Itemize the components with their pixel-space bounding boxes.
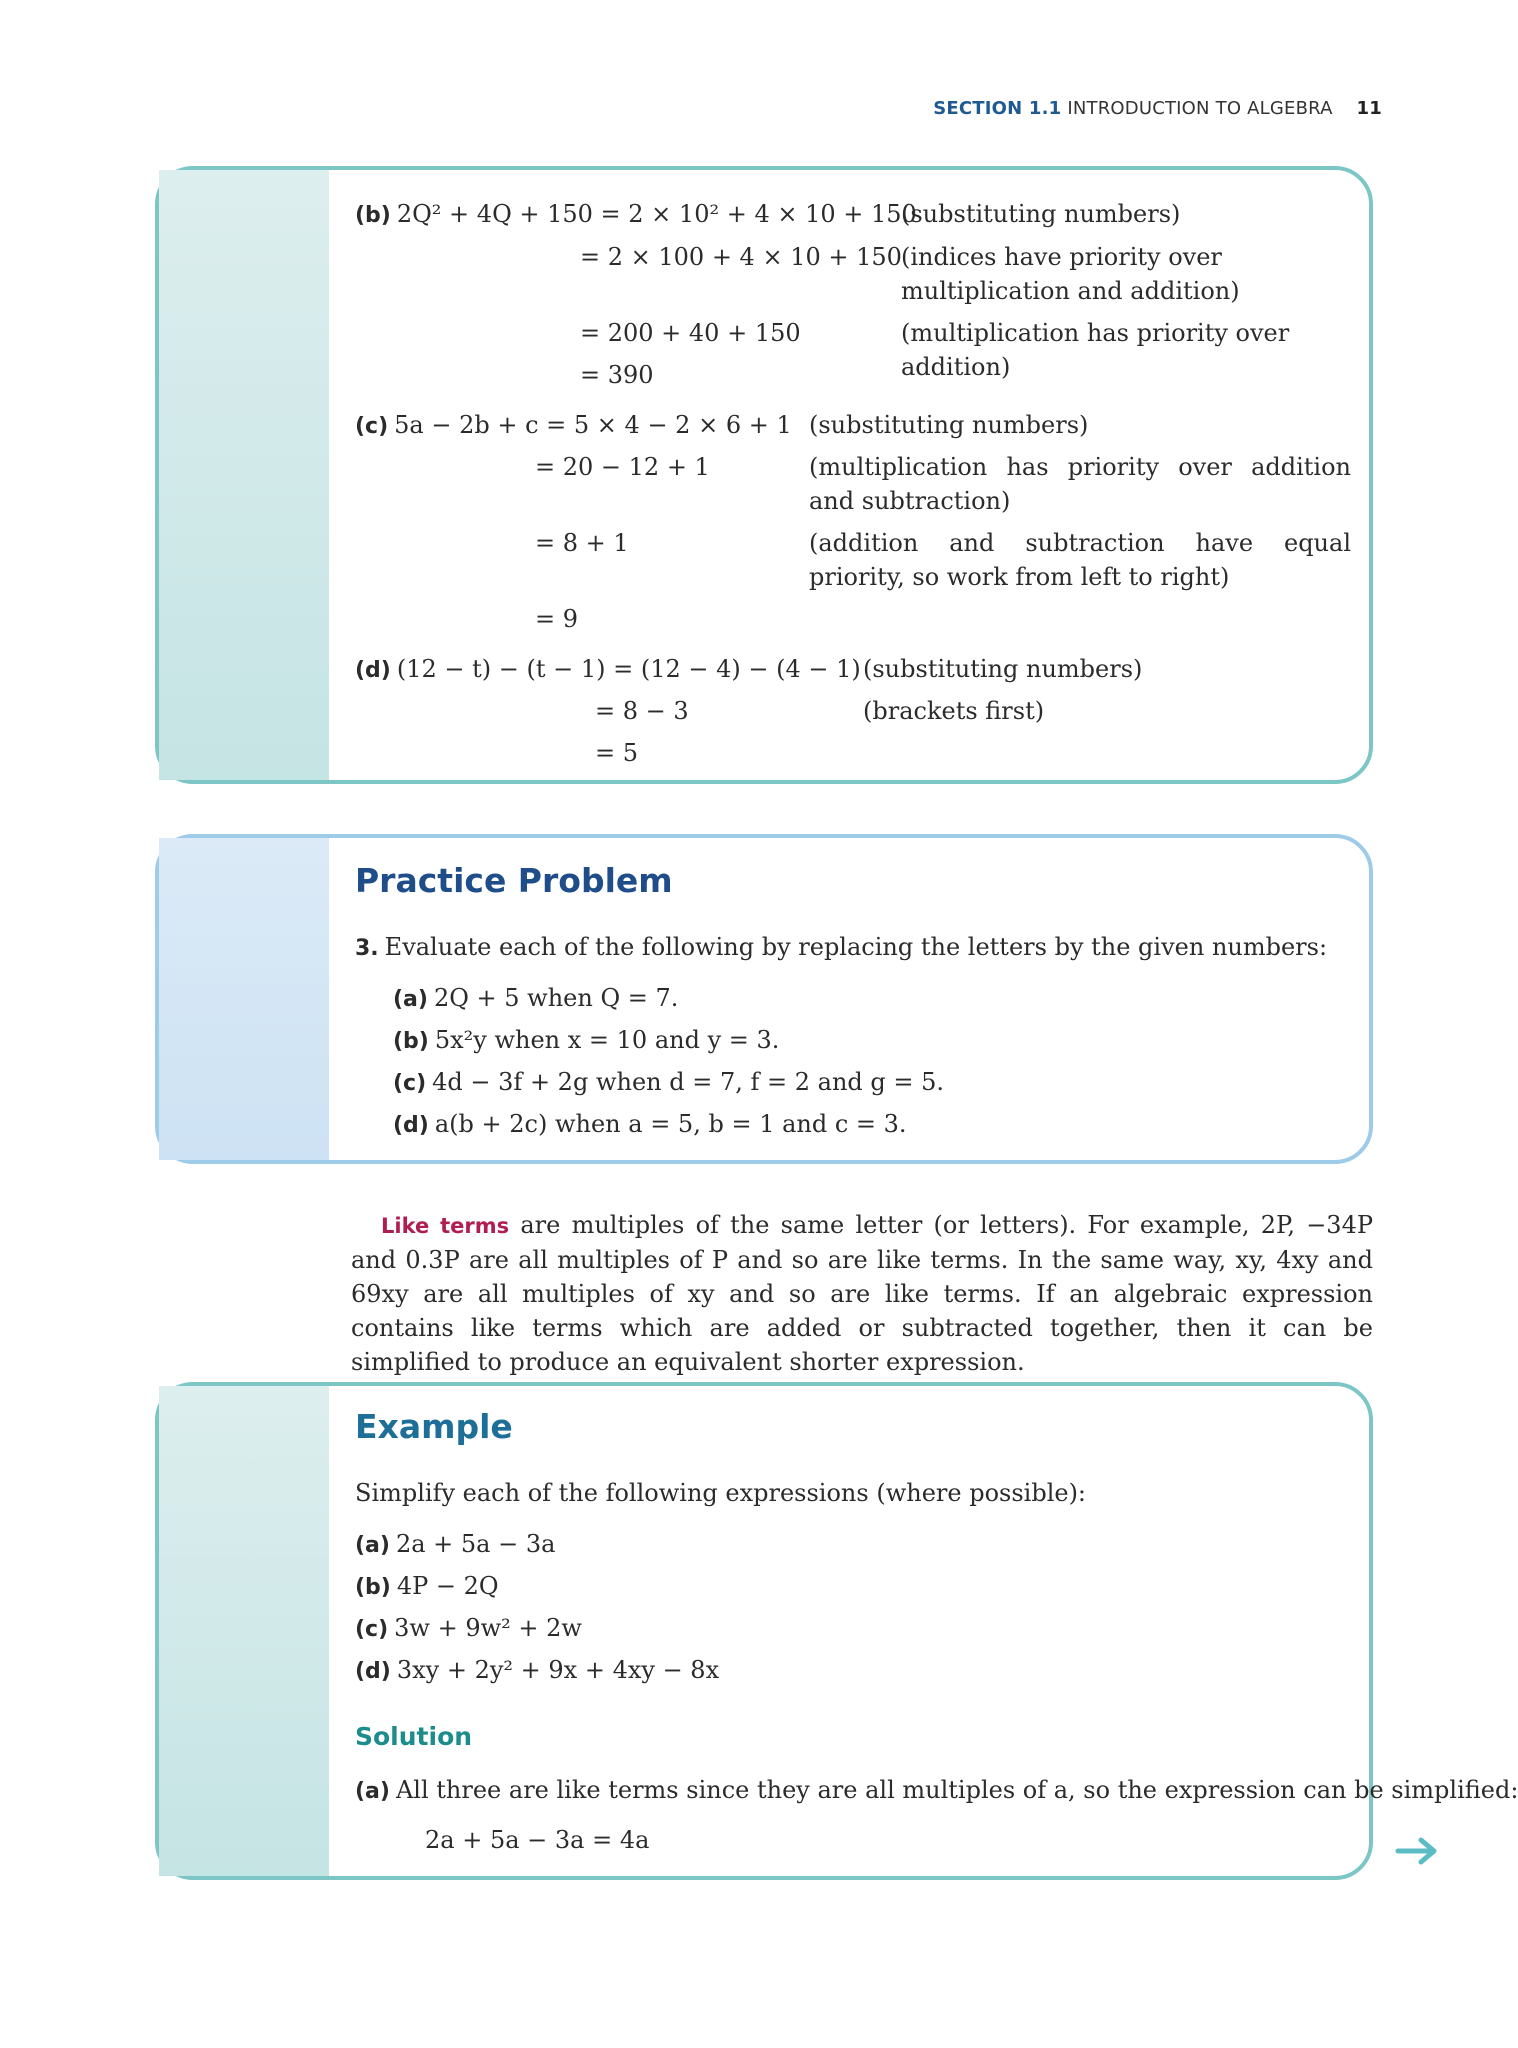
- arrow-right-icon[interactable]: [1395, 1836, 1441, 1866]
- part-d-step: = 8 − 3: [595, 697, 689, 725]
- practice-item: (a) 2Q + 5 when Q = 7.: [393, 984, 679, 1012]
- paragraph-text: are multiples of the same letter (or letters). For example, 2P, −34P and 0.3P are all multiples of P and so are like terms. In the same way, xy, 4xy and 69xy are all multiples of xy and so are like terms. If an algebraic expression contains like terms which are added or subtracted together, then it can be simplified to produce an equivalent shorter expression.: [351, 1211, 1373, 1376]
- part-c-expression: (c) 5a − 2b + c = 5 × 4 − 2 × 6 + 1: [355, 411, 792, 439]
- practice-problem-title: Practice Problem: [355, 861, 673, 900]
- part-d-label: (d): [355, 658, 391, 683]
- example-item: (a) 2a + 5a − 3a: [355, 1530, 556, 1558]
- part-b-note: (indices have priority over multiplication and addition): [901, 243, 1240, 305]
- section-number: SECTION 1.1: [933, 98, 1062, 119]
- part-d-note: (brackets first): [863, 697, 1045, 725]
- practice-item: (d) a(b + 2c) when a = 5, b = 1 and c = 3.: [393, 1110, 907, 1138]
- page-number: 11: [1356, 98, 1382, 119]
- section-title: INTRODUCTION TO ALGEBRA: [1067, 98, 1333, 119]
- example-item: (c) 3w + 9w² + 2w: [355, 1614, 582, 1642]
- like-terms-paragraph: [351, 1208, 1373, 1379]
- part-c-step: = 8 + 1: [535, 529, 629, 557]
- part-d-step: = 5: [595, 739, 639, 767]
- practice-problem-box: [155, 834, 1373, 1164]
- part-b-step: = 390: [580, 361, 654, 389]
- box-side-band: [159, 1386, 329, 1876]
- practice-item: (c) 4d − 3f + 2g when d = 7, f = 2 and g = 5.: [393, 1068, 945, 1096]
- example-title: Example: [355, 1407, 513, 1446]
- part-d-expression: (d) (12 − t) − (t − 1) = (12 − 4) − (4 − 1): [355, 655, 861, 683]
- practice-item: (b) 5x²y when x = 10 and y = 3.: [393, 1026, 780, 1054]
- part-b-note: (multiplication has priority over addition): [901, 319, 1290, 381]
- like-terms-keyword: Like terms: [381, 1214, 510, 1238]
- running-header: [933, 98, 1382, 119]
- example-item: (b) 4P − 2Q: [355, 1572, 499, 1600]
- worked-solution-box: [155, 166, 1373, 784]
- practice-question: 3. Evaluate each of the following by replacing the letters by the given numbers:: [355, 933, 1328, 961]
- part-c-label: (c): [355, 414, 389, 439]
- part-c-step: = 9: [535, 605, 579, 633]
- solution-a: (a) All three are like terms since they are all multiples of a, so the expression can be simplified:: [355, 1776, 1518, 1804]
- part-b-label: (b): [355, 203, 391, 228]
- practice-problem-content: [355, 838, 1341, 1160]
- example-intro: Simplify each of the following expressions (where possible):: [355, 1479, 1087, 1507]
- part-c-note: (substituting numbers): [809, 411, 1089, 439]
- worked-solution-content: [355, 170, 1351, 780]
- example-content: [355, 1386, 1518, 1876]
- part-c-note: (multiplication has priority over addition and subtraction): [809, 453, 1351, 515]
- solution-title: Solution: [355, 1722, 473, 1751]
- box-side-band: [159, 838, 329, 1160]
- example-box: [155, 1382, 1518, 1880]
- part-b-step: = 200 + 40 + 150: [580, 319, 801, 347]
- question-number: 3.: [355, 936, 379, 961]
- example-item: (d) 3xy + 2y² + 9x + 4xy − 8x: [355, 1656, 720, 1684]
- part-c-note: (addition and subtraction have equal priority, so work from left to right): [809, 529, 1351, 591]
- part-c-step: = 20 − 12 + 1: [535, 453, 710, 481]
- solution-a-result: 2a + 5a − 3a = 4a: [425, 1826, 650, 1854]
- box-side-band: [159, 170, 329, 780]
- part-b-note: (substituting numbers): [901, 200, 1181, 228]
- part-b-expression: (b) 2Q² + 4Q + 150 = 2 × 10² + 4 × 10 + 150: [355, 200, 917, 228]
- part-b-step: = 2 × 100 + 4 × 10 + 150: [580, 243, 902, 271]
- part-d-note: (substituting numbers): [863, 655, 1143, 683]
